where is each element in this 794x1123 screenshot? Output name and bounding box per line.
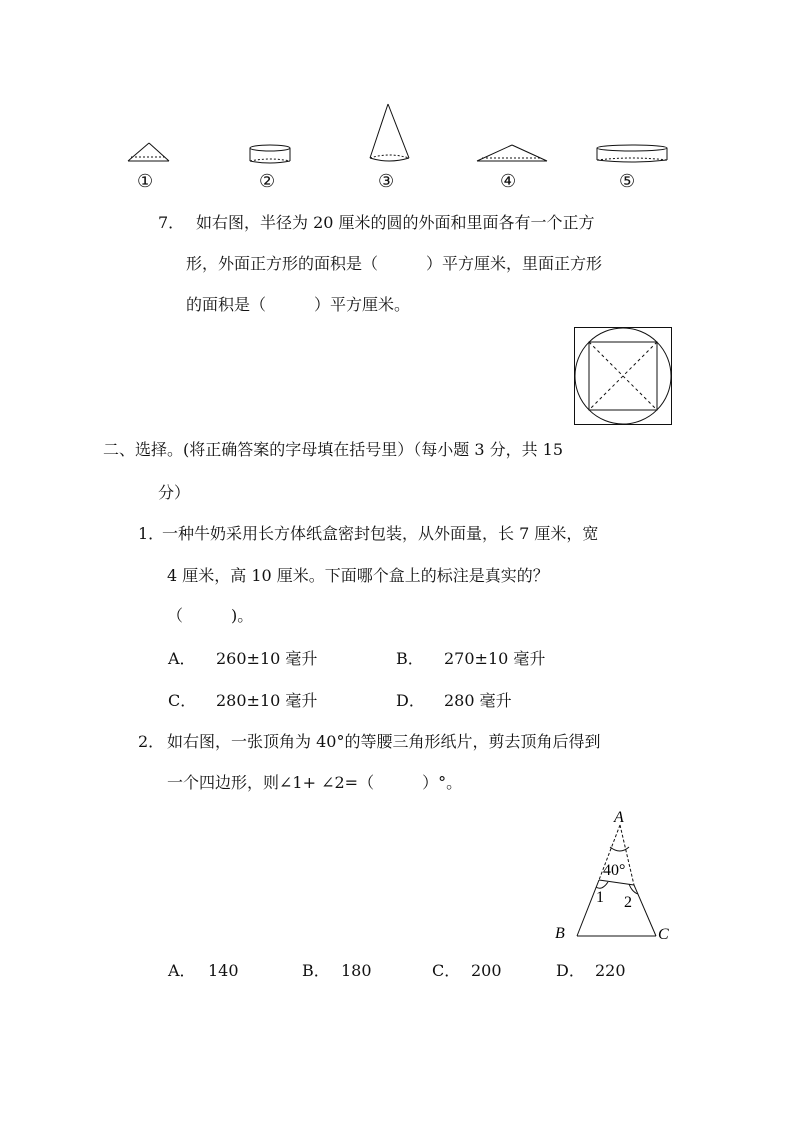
shape-flat-cone xyxy=(477,145,547,161)
q2-number: 2． xyxy=(138,732,165,751)
apex-angle-label: 40° xyxy=(603,862,626,879)
q1-option-b-text: 270±10 毫升 xyxy=(444,649,546,668)
shape-label-5: ⑤ xyxy=(619,171,636,192)
shape-wide-cylinder xyxy=(597,145,667,162)
q2-option-d-letter[interactable]: D． xyxy=(556,961,585,980)
vertex-b-label: B xyxy=(555,925,565,942)
q1-option-c-letter[interactable]: C． xyxy=(168,691,197,710)
q1-option-d-text: 280 毫升 xyxy=(444,691,512,710)
angle-2-label: 2 xyxy=(624,894,632,911)
q1-number: 1． xyxy=(138,524,165,543)
q7-number: 7． xyxy=(158,213,185,232)
q2-option-a-text: 140 xyxy=(208,961,239,980)
q7-line-2: 形，外面正方形的面积是（ ）平方厘米，里面正方形 xyxy=(186,254,603,273)
q1-option-a-text: 260±10 毫升 xyxy=(216,649,318,668)
shape-short-cone xyxy=(128,143,169,161)
shape-label-1: ① xyxy=(137,171,154,192)
q7-line-3: 的面积是（ ）平方厘米。 xyxy=(186,295,411,314)
q2-option-b-letter[interactable]: B． xyxy=(302,961,330,980)
section-2-heading: 二、选择。(将正确答案的字母填在括号里）（每小题 3 分，共 15 xyxy=(103,440,564,459)
q2-option-d-text: 220 xyxy=(595,961,626,980)
triangle-figure xyxy=(550,805,690,945)
q1-option-a-letter[interactable]: A． xyxy=(168,649,196,668)
q2-option-a-letter[interactable]: A． xyxy=(168,961,196,980)
shape-label-2: ② xyxy=(259,171,276,192)
q1-option-d-letter[interactable]: D． xyxy=(396,691,425,710)
q2-option-c-text: 200 xyxy=(471,961,502,980)
q7-line-1: 如右图，半径为 20 厘米的圆的外面和里面各有一个正方 xyxy=(196,213,595,232)
shape-label-4: ④ xyxy=(500,171,517,192)
q1-line-2: 4 厘米，高 10 厘米。下面哪个盒上的标注是真实的？ xyxy=(167,566,549,585)
q1-line-1: 一种牛奶采用长方体纸盒密封包装，从外面量，长 7 厘米，宽 xyxy=(162,524,599,543)
q1-option-c-text: 280±10 毫升 xyxy=(216,691,318,710)
angle-1-label: 1 xyxy=(596,889,604,906)
q2-line-2: 一个四边形，则∠1+ ∠2=（ ）°。 xyxy=(167,773,463,792)
q1-line-3: （ )。 xyxy=(167,606,254,625)
shape-1-cone-short xyxy=(0,0,794,200)
circle-square-figure xyxy=(574,327,674,427)
shape-label-3: ③ xyxy=(378,171,395,192)
q1-option-b-letter[interactable]: B． xyxy=(396,649,424,668)
shape-short-cylinder xyxy=(250,145,290,163)
shape-tall-cone xyxy=(370,104,409,161)
vertex-c-label: C xyxy=(658,926,669,943)
q2-option-b-text: 180 xyxy=(341,961,372,980)
vertex-a-label: A xyxy=(614,809,624,826)
q2-line-1: 如右图，一张顶角为 40°的等腰三角形纸片，剪去顶角后得到 xyxy=(167,732,601,751)
section-2-heading-cont: 分） xyxy=(158,483,191,502)
q2-option-c-letter[interactable]: C． xyxy=(432,961,461,980)
